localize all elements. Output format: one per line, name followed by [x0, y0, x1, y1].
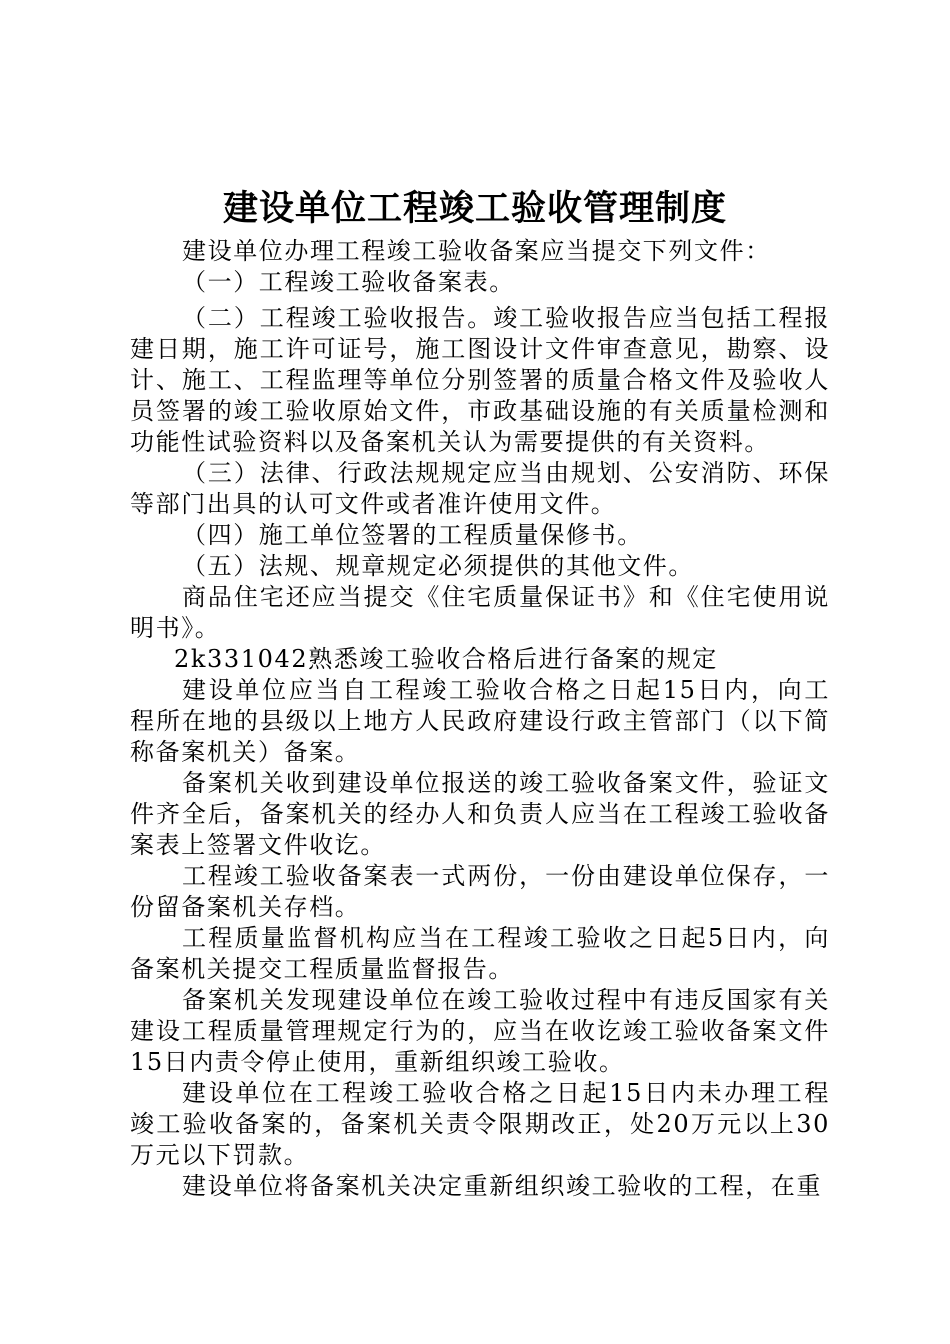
paragraph-intro: 建设单位办理工程竣工验收备案应当提交下列文件： — [182, 237, 771, 265]
paragraph-reinspection: 建设单位将备案机关决定重新组织竣工验收的工程，在重 — [182, 1172, 822, 1200]
paragraph-item-1: （一）工程竣工验收备案表。 — [182, 268, 515, 296]
paragraph-form-copies: 工程竣工验收备案表一式两份，一份由建设单位保存，一份留备案机关存档。 — [130, 862, 830, 921]
section-heading: 2k331042熟悉竣工验收合格后进行备案的规定 — [174, 645, 718, 673]
paragraph-supervision-report: 工程质量监督机构应当在工程竣工验收之日起5日内，向备案机关提交工程质量监督报告。 — [130, 924, 830, 983]
paragraph-filing-deadline: 建设单位应当自工程竣工验收合格之日起15日内，向工程所在地的县级以上地方人民政府建设行政主管部门（以下简称备案机关）备案。 — [130, 676, 830, 766]
paragraph-item-2: （二）工程竣工验收报告。竣工验收报告应当包括工程报建日期，施工许可证号，施工图设计文件审查意见，勘察、设计、施工、工程监理等单位分别签署的质量合格文件及验收人员签署的竣工验收原始文件，市政基础设施的有关质量检测和功能性试验资料以及备案机关认为需要提供的有关资料。 — [130, 304, 830, 456]
paragraph-item-3: （三）法律、行政法规规定应当由规划、公安消防、环保等部门出具的认可文件或者准许使用文件。 — [130, 459, 830, 518]
paragraph-penalty: 建设单位在工程竣工验收合格之日起15日内未办理工程竣工验收备案的，备案机关责令限期改正，处20万元以上30万元以下罚款。 — [130, 1079, 830, 1169]
paragraph-item-4: （四）施工单位签署的工程质量保修书。 — [182, 521, 643, 549]
paragraph-housing: 商品住宅还应当提交《住宅质量保证书》和《住宅使用说明书》。 — [130, 583, 830, 642]
paragraph-item-5: （五）法规、规章规定必须提供的其他文件。 — [182, 552, 694, 580]
document-title: 建设单位工程竣工验收管理制度 — [222, 188, 727, 229]
paragraph-filing-receipt: 备案机关收到建设单位报送的竣工验收备案文件，验证文件齐全后，备案机关的经办人和负责人应当在工程竣工验收备案表上签署文件收讫。 — [130, 769, 830, 859]
document-body — [130, 236, 830, 1202]
paragraph-violation: 备案机关发现建设单位在竣工验收过程中有违反国家有关建设工程质量管理规定行为的，应当在收讫竣工验收备案文件15日内责令停止使用，重新组织竣工验收。 — [130, 986, 830, 1076]
